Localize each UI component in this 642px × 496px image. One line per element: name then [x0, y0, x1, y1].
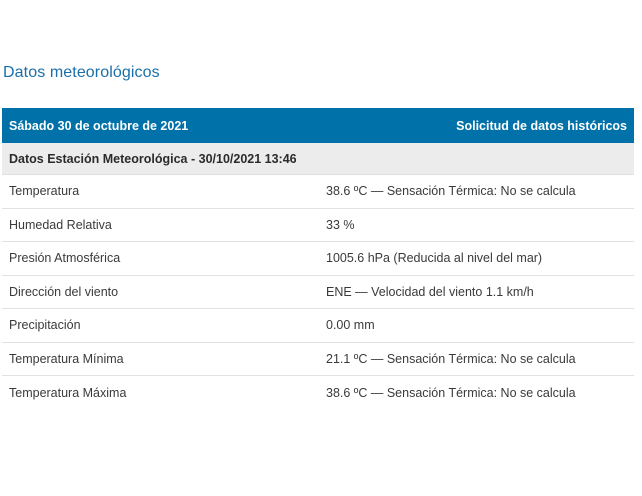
section-title: Datos meteorológicos: [3, 64, 160, 81]
row-label: Dirección del viento: [9, 284, 119, 299]
row-label: Temperatura Máxima: [9, 385, 127, 400]
row-value: 1005.6 hPa (Reducida al nivel del mar): [326, 251, 543, 266]
weather-panel: [2, 108, 634, 410]
header-date: Sábado 30 de octubre de 2021: [9, 118, 189, 133]
row-value: 21.1 ºC — Sensación Térmica: No se calcula: [326, 351, 576, 366]
historic-data-link[interactable]: Solicitud de datos históricos: [456, 118, 627, 133]
panel-header: [2, 108, 634, 143]
table-row-temperatura: [2, 175, 634, 209]
row-label: Temperatura: [9, 184, 80, 199]
row-label: Presión Atmosférica: [9, 251, 121, 266]
row-value: 38.6 ºC — Sensación Térmica: No se calcula: [326, 385, 576, 400]
table-row-temp-minima: [2, 343, 634, 377]
table-row-humedad: [2, 209, 634, 243]
row-label: Humedad Relativa: [9, 217, 112, 232]
table-row-presion: [2, 242, 634, 276]
row-value: 33 %: [326, 217, 355, 232]
row-value: 0.00 mm: [326, 318, 375, 333]
row-value: 38.6 ºC — Sensación Térmica: No se calcula: [326, 184, 576, 199]
row-label: Precipitación: [9, 318, 81, 333]
table-row-viento: [2, 276, 634, 310]
station-title: Datos Estación Meteorológica - 30/10/2021 13:46: [2, 143, 634, 175]
table-row-temp-maxima: [2, 376, 634, 410]
row-label: Temperatura Mínima: [9, 351, 124, 366]
table-row-precipitacion: [2, 309, 634, 343]
row-value: ENE — Velocidad del viento 1.1 km/h: [326, 284, 534, 299]
